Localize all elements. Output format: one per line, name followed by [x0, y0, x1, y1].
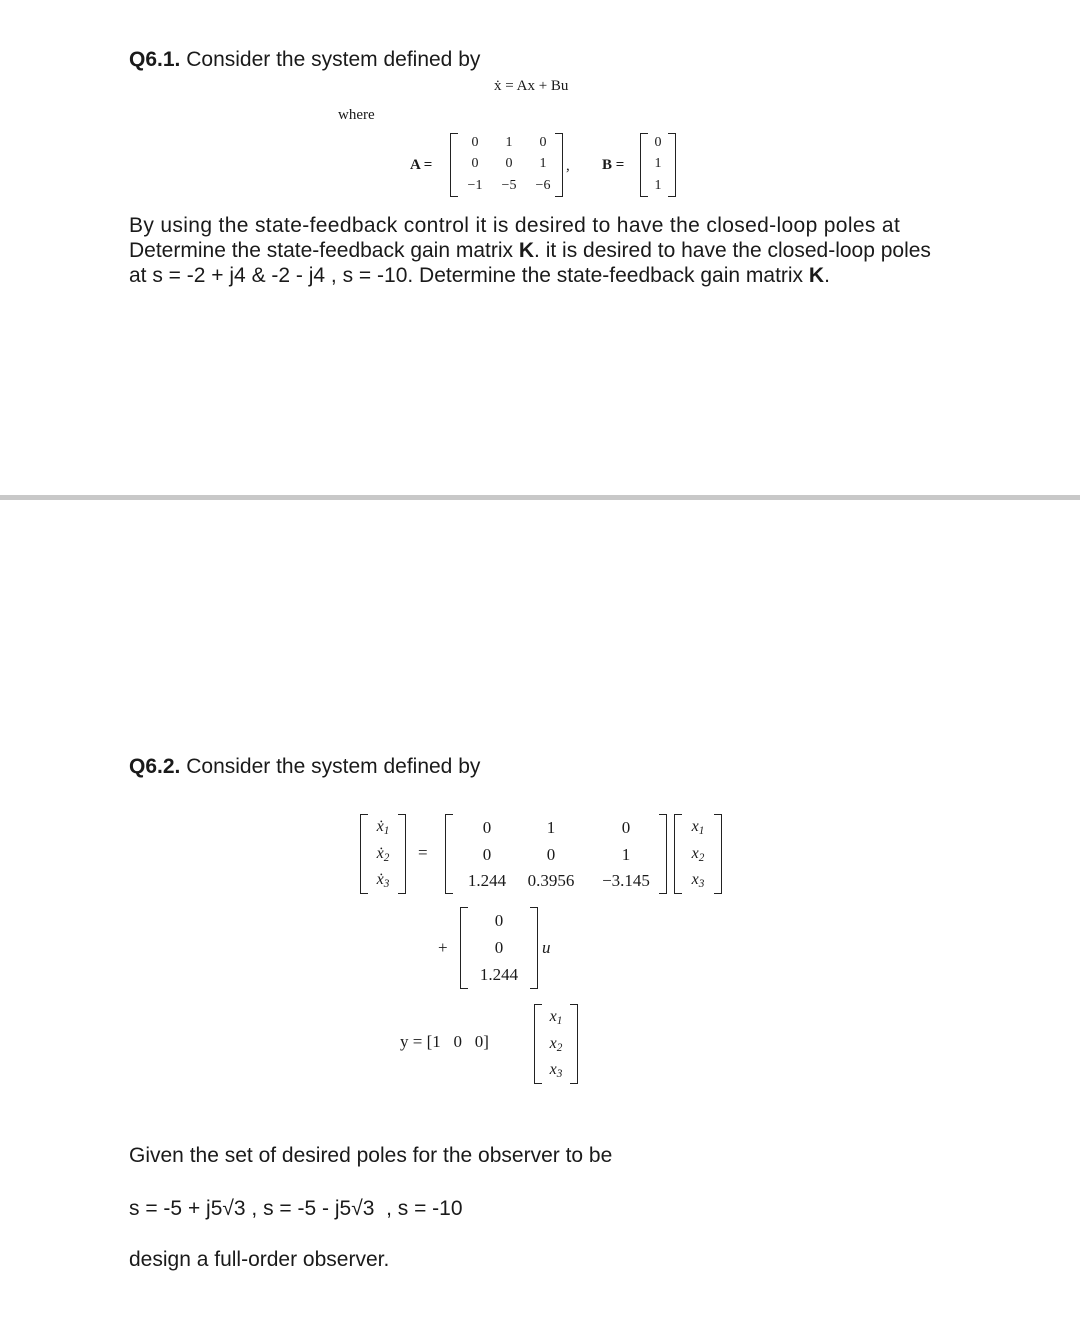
q61-A-cell: 0	[539, 135, 547, 150]
section-divider	[0, 495, 1080, 500]
q62-A-cell: 0	[482, 818, 492, 837]
q62-B-cell: 1.244	[479, 965, 519, 984]
q62-x-cell: $x_1$	[691, 818, 705, 837]
q62-output-x-cell: $x_2$	[549, 1035, 563, 1054]
q62-x-cell: $x_3$	[691, 871, 705, 890]
q61-A-cell: −6	[535, 178, 551, 193]
q62-x-vector	[674, 814, 722, 894]
q61-A-cell: 0	[471, 156, 479, 171]
q61-A-cell: 1	[539, 156, 547, 171]
q62-equals-sign: =	[418, 843, 428, 862]
q61-A-cell: −5	[501, 178, 517, 193]
q61-B-matrix	[640, 133, 676, 197]
q62-input-u: u	[542, 938, 551, 957]
q61-number: Q6.1.	[129, 48, 181, 71]
q62-xdot-cell: ẋ$_1$	[376, 818, 390, 837]
q62-A-cell: 1.244	[467, 871, 507, 890]
q61-comma: ,	[566, 158, 570, 174]
q61-A-cell: 1	[505, 135, 513, 150]
q62-x-cell: $x_2$	[691, 845, 705, 864]
q61-A-matrix	[450, 133, 563, 197]
q62-poles-text: s = -5 + j5√3 , s = -5 - j5√3 , s = -10	[129, 1197, 463, 1220]
q61-heading	[129, 48, 480, 72]
q62-A-matrix	[445, 814, 667, 894]
q61-A-label: A =	[410, 157, 433, 173]
q61-B-label: B =	[602, 157, 625, 173]
q62-A-cell: −3.145	[602, 871, 650, 890]
q62-A-cell: 0	[546, 845, 556, 864]
q61-intro: Consider the system defined by	[186, 48, 481, 71]
q62-A-cell: 1	[546, 818, 556, 837]
q62-output-x-vector	[534, 1004, 578, 1084]
q62-A-cell: 0	[482, 845, 492, 864]
q62-A-cell: 0.3956	[527, 871, 575, 890]
q61-B-cell: 1	[654, 156, 662, 171]
q61-state-equation: ẋ = Ax + Bu	[494, 78, 569, 94]
q61-A-cell: 0	[471, 135, 479, 150]
q62-output-x-cell: $x_1$	[549, 1008, 563, 1027]
q61-para-line3: at s = -2 + j4 & -2 - j4 , s = -10. Determine the state-feedback gain matrix K.	[129, 264, 830, 287]
q62-A-cell: 0	[621, 818, 631, 837]
q61-where-label: where	[338, 107, 375, 123]
q62-output-x-cell: $x_3$	[549, 1061, 563, 1080]
q62-given-text: Given the set of desired poles for the observer to be	[129, 1144, 613, 1167]
q62-xdot-vector	[360, 814, 406, 894]
q61-A-cell: 0	[505, 156, 513, 171]
q62-xdot-cell: ẋ$_2$	[376, 845, 390, 864]
q62-intro: Consider the system defined by	[186, 755, 481, 778]
q61-B-cell: 1	[654, 178, 662, 193]
q62-A-cell: 1	[621, 845, 631, 864]
q61-B-cell: 0	[654, 135, 662, 150]
q62-B-cell: 0	[494, 938, 504, 957]
q61-para-line2: Determine the state-feedback gain matrix K. it is desired to have the closed-loop poles	[129, 239, 931, 262]
q62-number: Q6.2.	[129, 755, 181, 778]
q61-para-line1: By using the state-feedback control it is desired to have the closed-loop poles at	[129, 214, 901, 237]
q62-output-equation: y = [1 0 0]	[400, 1032, 489, 1051]
q62-plus-sign: +	[438, 938, 448, 957]
q62-B-matrix	[460, 907, 538, 989]
q62-design-text: design a full-order observer.	[129, 1248, 390, 1271]
q62-heading	[129, 755, 480, 779]
q61-paragraph	[129, 213, 951, 288]
q62-xdot-cell: ẋ$_3$	[376, 871, 390, 890]
q61-A-cell: −1	[467, 178, 483, 193]
q62-B-cell: 0	[494, 911, 504, 930]
